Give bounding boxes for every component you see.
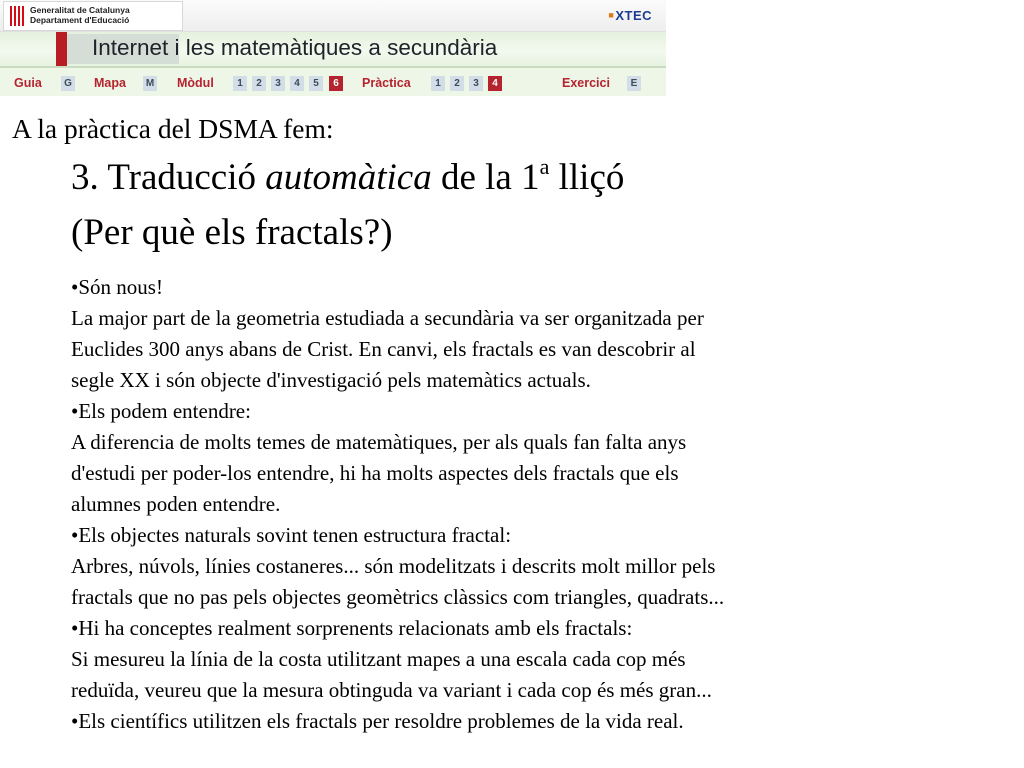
slide-subtitle: (Per què els fractals?): [71, 212, 393, 253]
gencat-stripes-icon: [10, 6, 24, 26]
title-emphasis: automàtica: [265, 157, 432, 198]
nav-practica-1[interactable]: 1: [431, 76, 445, 91]
nav-modul-3[interactable]: 3: [271, 76, 285, 91]
gencat-name: Generalitat de Catalunya: [30, 5, 130, 15]
nav-modul-4[interactable]: 4: [290, 76, 304, 91]
top-strip: [0, 0, 666, 32]
nav-practica-2[interactable]: 2: [450, 76, 464, 91]
nav-practica-3[interactable]: 3: [469, 76, 483, 91]
xtec-dot-icon: ■: [608, 10, 615, 20]
nav-guia-box[interactable]: G: [61, 76, 75, 91]
nav-modul-2[interactable]: 2: [252, 76, 266, 91]
body-line: d'estudi per poder-los entendre, hi ha molts aspectes dels fractals que els: [71, 461, 679, 485]
body-line: Si mesureu la línia de la costa utilitzant mapes a una escala cada cop més: [71, 647, 686, 671]
nav-modul-label: Mòdul: [177, 76, 214, 90]
body-line: A diferencia de molts temes de matemàtiques, per als quals fan falta anys: [71, 430, 687, 454]
nav-mapa-box[interactable]: M: [143, 76, 157, 91]
site-title: Internet i les matemàtiques a secundària: [92, 35, 498, 60]
nav-bar: [0, 66, 666, 96]
nav-mapa-link[interactable]: Mapa: [94, 76, 126, 90]
body-line: alumnes poden entendre.: [71, 492, 281, 516]
nav-guia-link[interactable]: Guia: [14, 76, 42, 90]
body-line: •Els objectes naturals sovint tenen estructura fractal:: [71, 523, 512, 547]
body-line: reduïda, veureu que la mesura obtinguda va variant i cada cop és més gran...: [71, 678, 712, 702]
site-banner: [0, 0, 666, 94]
slide-title: [71, 155, 624, 201]
body-line: Arbres, núvols, línies costaneres... són modelitzats i descrits molt millor pels: [71, 554, 716, 578]
title-number: 3. Traducció: [71, 157, 256, 198]
slide-intro: A la pràctica del DSMA fem:: [12, 113, 334, 144]
nav-modul-5[interactable]: 5: [309, 76, 323, 91]
nav-exercici-link[interactable]: Exercici: [562, 76, 610, 90]
title-end: lliçó: [558, 157, 625, 198]
title-rest: de la 1: [440, 157, 540, 198]
body-line: Euclides 300 anys abans de Crist. En canvi, els fractals es van descobrir al: [71, 337, 696, 361]
body-line: segle XX i són objecte d'investigació pels matemàtics actuals.: [71, 368, 591, 392]
title-red-accent: [56, 32, 67, 66]
gencat-department: Departament d'Educació: [30, 15, 130, 25]
nav-exercici-box[interactable]: E: [627, 76, 641, 91]
body-line: •Són nous!: [71, 275, 163, 299]
title-superscript: a: [539, 154, 550, 179]
nav-practica-label: Pràctica: [362, 76, 411, 90]
nav-practica-4[interactable]: 4: [488, 76, 502, 91]
nav-modul-6[interactable]: 6: [329, 76, 343, 91]
slide-body: [71, 272, 951, 737]
body-line: fractals que no pas pels objectes geomètrics clàssics com triangles, quadrats...: [71, 585, 725, 609]
body-line: La major part de la geometria estudiada a secundària va ser organitzada per: [71, 306, 704, 330]
body-line: •Hi ha conceptes realment sorprenents relacionats amb els fractals:: [71, 616, 633, 640]
gencat-text: [30, 5, 130, 25]
xtec-logo-text: XTEC: [615, 8, 652, 23]
gencat-logo[interactable]: [3, 1, 183, 31]
body-line: •Els científics utilitzen els fractals per resoldre problemes de la vida real.: [71, 709, 684, 733]
xtec-logo[interactable]: [608, 8, 652, 23]
body-line: •Els podem entendre:: [71, 399, 251, 423]
nav-modul-1[interactable]: 1: [233, 76, 247, 91]
